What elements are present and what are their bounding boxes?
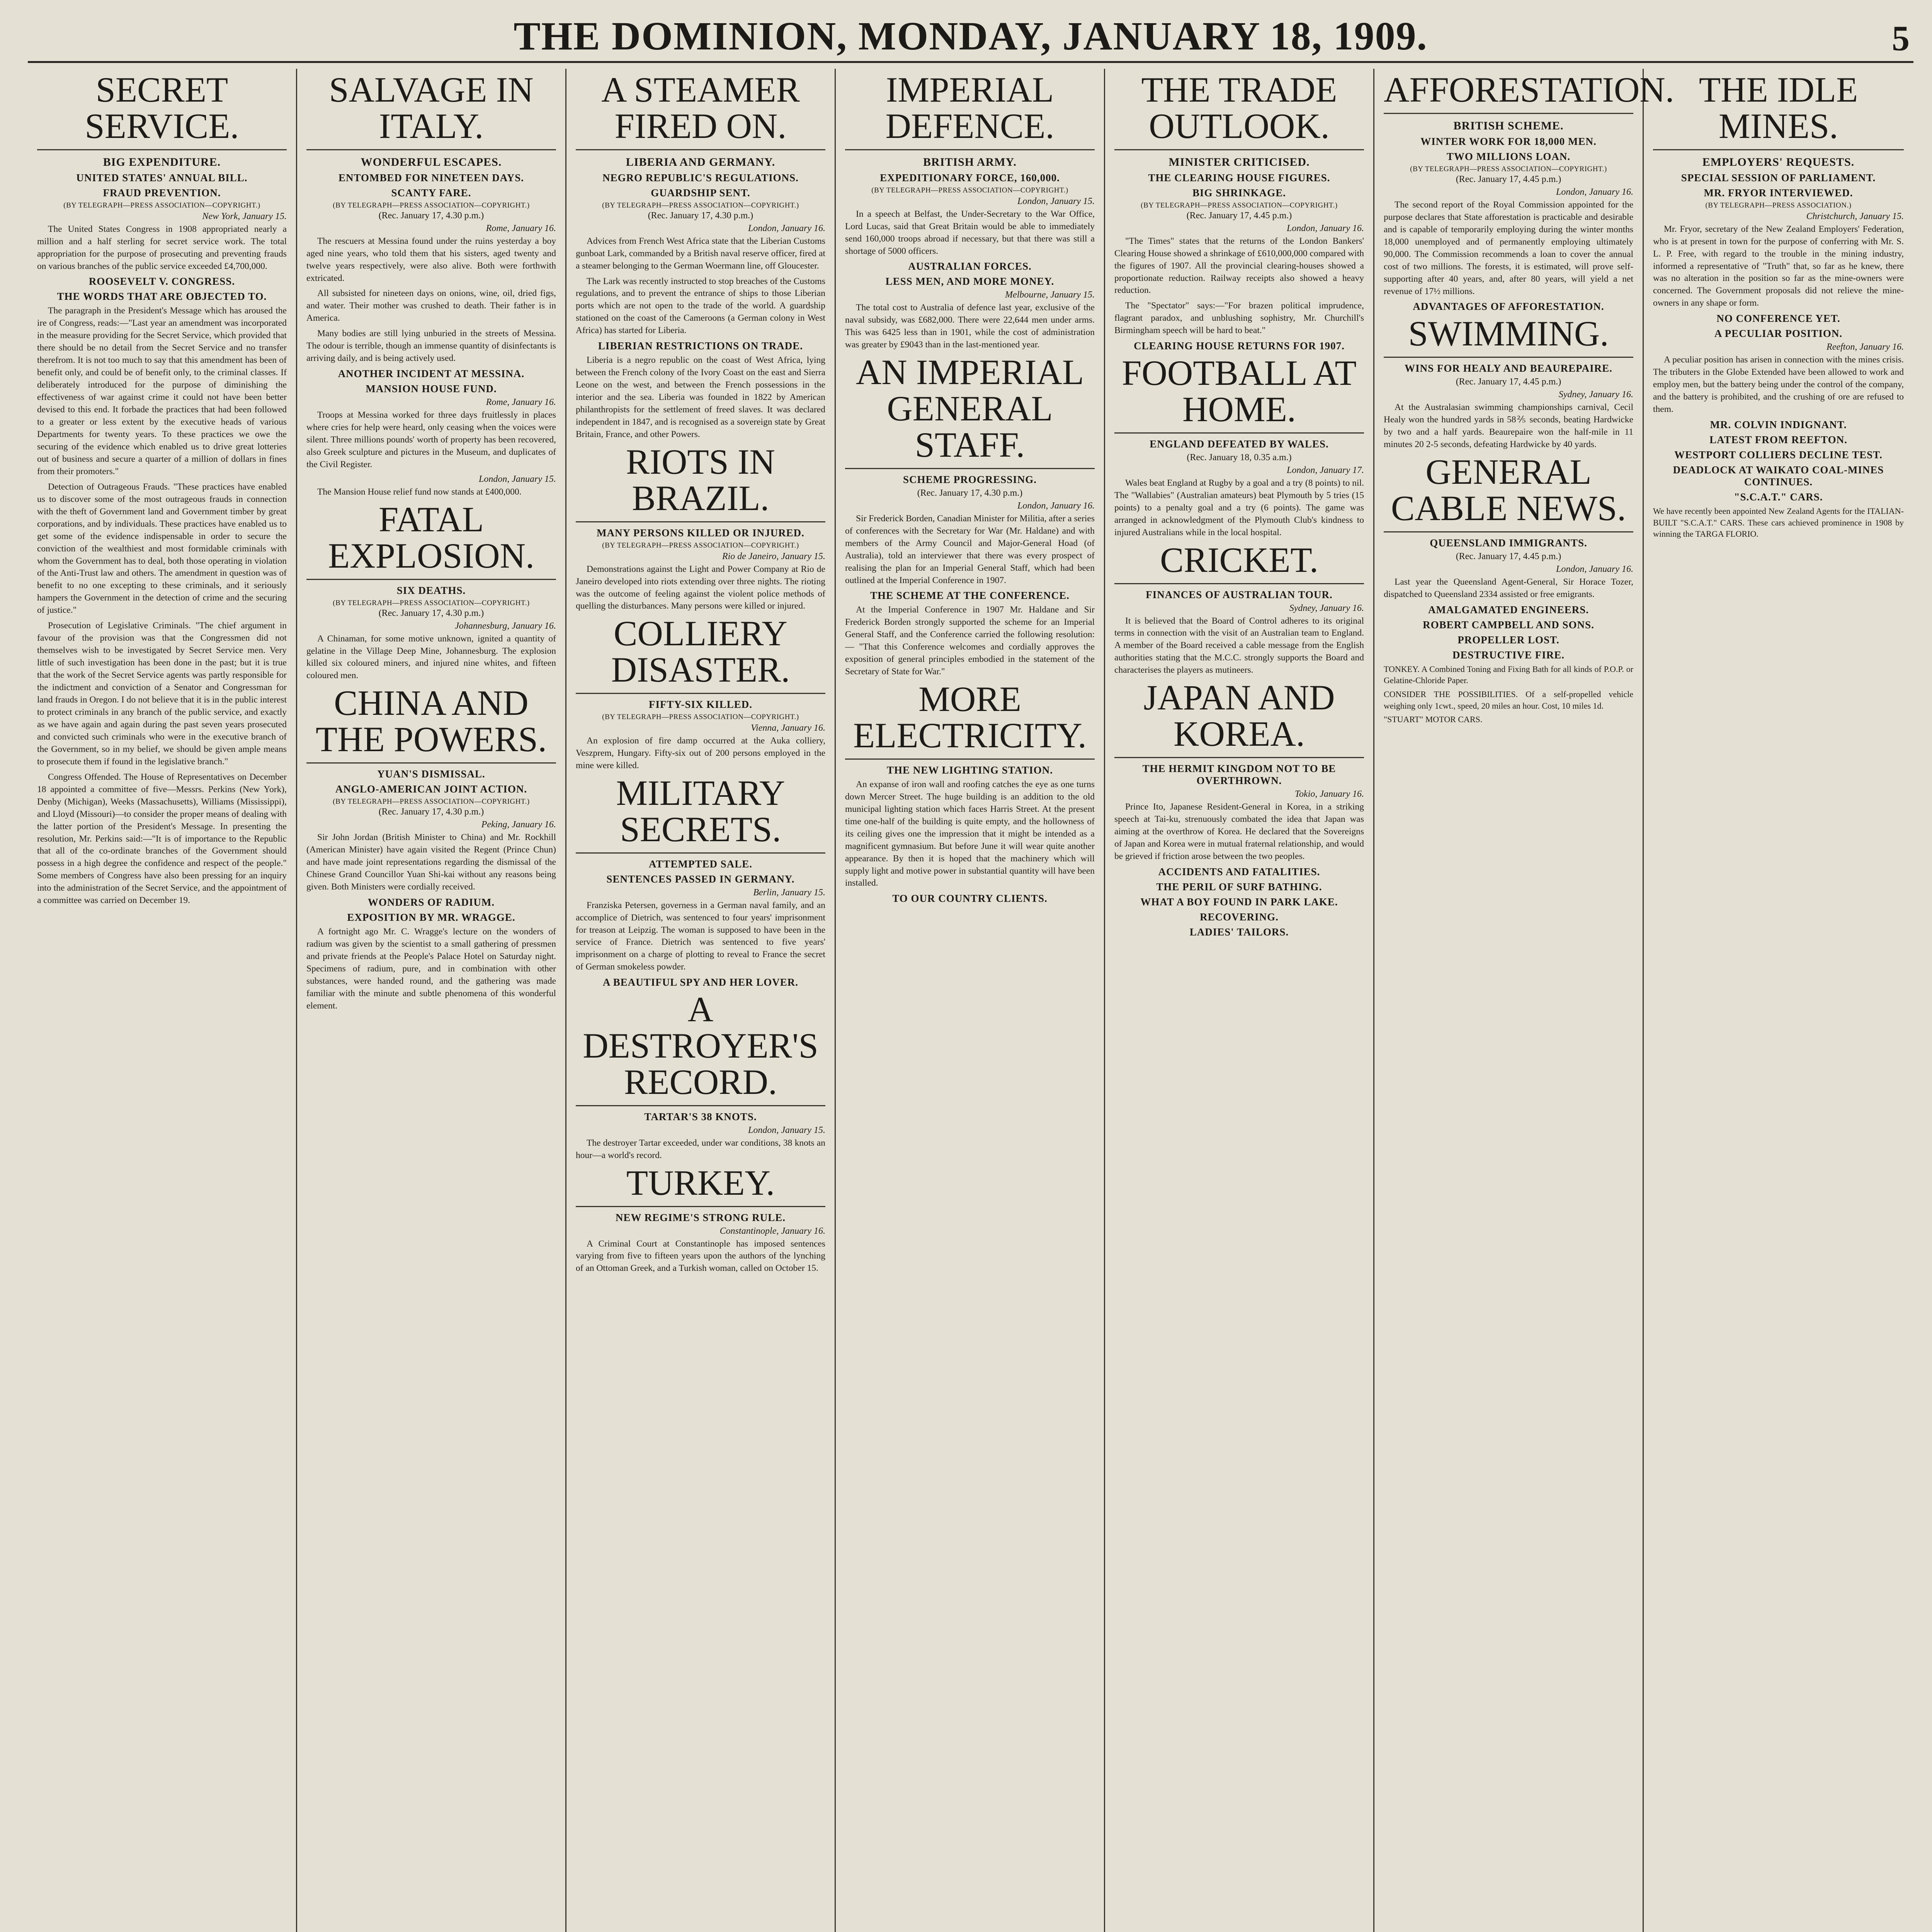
columns xyxy=(28,69,1913,1932)
dateline: London, January 16. xyxy=(1287,223,1364,233)
byline: (BY TELEGRAPH—PRESS ASSOCIATION—COPYRIGHT.) xyxy=(602,201,799,209)
column-4 xyxy=(836,69,1105,1932)
headline: JAPAN AND KOREA. xyxy=(1114,680,1364,758)
newspaper-page xyxy=(28,11,1913,1932)
byline: (BY TELEGRAPH—PRESS ASSOCIATION—COPYRIGHT.) xyxy=(871,186,1068,194)
paragraph: Liberia is a negro republic on the coast of West Africa, lying between the French colony of the Ivory Coast on the east and Sierra Leone on the west, and between the French possessions in the interior and the sea. Liberia was founded in 1822 by American philanthropists for the settlement of freed slaves. It was declared independent in 1847, and is recognised as a sovereign state by Great Britain, France, and other Powers. xyxy=(576,355,825,439)
paragraph: At the Imperial Conference in 1907 Mr. Haldane and Sir Frederick Borden strongly supported the scheme for an Imperial General Staff, and the Conference carried the following resolution:— "That this Conference welcomes and cordially approves the exposition of general principles embodied in the statement of the Secretary of State for War." xyxy=(845,605,1095,677)
subheading-minor: LADIES' TAILORS. xyxy=(1189,926,1289,938)
byline: (BY TELEGRAPH—PRESS ASSOCIATION—COPYRIGHT.) xyxy=(602,541,799,549)
paragraph: Advices from French West Africa state that the Liberian Customs gunboat Lark, commanded by a British naval reserve officer, fired at a steamer belonging to the German Woermann line, off Gloucester. xyxy=(576,236,825,271)
subheading-minor: DEADLOCK AT WAIKATO COAL-MINES CONTINUES. xyxy=(1673,464,1884,488)
subheading-minor: TARTAR'S 38 KNOTS. xyxy=(644,1111,757,1122)
paragraph: The "Spectator" says:—"For brazen political imprudence, flagrant paradox, and unblushing sophistry, Mr. Churchill's Birmingham speech will be hard to beat." xyxy=(1114,301,1364,336)
subheading-minor: LIBERIAN RESTRICTIONS ON TRADE. xyxy=(598,340,803,352)
dateline: Melbourne, January 15. xyxy=(1005,290,1095,300)
paragraph: The total cost to Australia of defence last year, exclusive of the naval subsidy, was £682,000. There were 22,644 men under arms. This was 6425 less than in 1901, while the cost of administration was greater by £9043 than in the last-mentioned year. xyxy=(845,303,1095,350)
headline: A DESTROYER'S RECORD. xyxy=(576,992,825,1106)
subheading: MINISTER CRITICISED. xyxy=(1168,155,1310,168)
advertisement: "STUART" MOTOR CARS. xyxy=(1384,714,1483,724)
subheading-minor: SPECIAL SESSION OF PARLIAMENT. xyxy=(1681,172,1876,184)
paragraph: All subsisted for nineteen days on onions, wine, oil, dried figs, and water. Their mother was crushed to death. Their father is in America. xyxy=(306,288,556,323)
byline: (BY TELEGRAPH—PRESS ASSOCIATION.) xyxy=(1705,201,1852,209)
paragraph: Franziska Petersen, governess in a German naval family, and an accomplice of Dietrich, was sentenced to four years' imprisonment for treason at Leipzig. The woman is supposed to have been in the service of France. Dietrich was sentenced to five years' imprisonment on a charge of plotting to reveal to France the secret of German smokeless powder. xyxy=(576,900,825,972)
received-line: (Rec. January 17, 4.30 p.m.) xyxy=(378,608,484,618)
received-line: (Rec. January 17, 4.45 p.m.) xyxy=(1456,174,1561,184)
paragraph: Mr. Fryor, secretary of the New Zealand Employers' Federation, who is at present in town for the purpose of conferring with Mr. S. L. P. Free, with regard to the trouble in the mining industry, informed a representative of "Truth" that, so far as he knew, there was no alteration in the position so far as the mine-owners were concerned. The Government proposals did not relieve the mine-owners in any shape or form. xyxy=(1653,224,1904,308)
subheading-minor: FRAUD PREVENTION. xyxy=(103,187,221,199)
dateline: Rome, January 16. xyxy=(486,397,556,408)
subheading-minor: MR. COLVIN INDIGNANT. xyxy=(1710,419,1847,431)
headline: MORE ELECTRICITY. xyxy=(845,681,1095,760)
subheading-minor: "S.C.A.T." CARS. xyxy=(1734,491,1823,503)
subheading-minor: NO CONFERENCE YET. xyxy=(1716,313,1840,325)
subheading-minor: ENGLAND DEFEATED BY WALES. xyxy=(1150,438,1329,450)
dateline: Johannesburg, January 16. xyxy=(455,621,556,631)
dateline: Berlin, January 15. xyxy=(753,887,825,898)
paragraph: Sir Frederick Borden, Canadian Minister for Militia, after a series of conferences with the Secretary for War (Mr. Haldane) and with members of the Army Council and Major-General Hoad (of Australia), told an interviewer that there was every prospect of realising the plan for an Imperial General Staff, which had been outlined at the Imperial Conference in 1907. xyxy=(845,513,1095,585)
byline: (BY TELEGRAPH—PRESS ASSOCIATION—COPYRIGHT.) xyxy=(602,713,799,721)
subheading-minor: ROOSEVELT V. CONGRESS. xyxy=(88,276,235,287)
dateline: Peking, January 16. xyxy=(481,820,556,830)
subheading-minor: WONDERS OF RADIUM. xyxy=(367,896,495,908)
subheading-minor: AMALGAMATED ENGINEERS. xyxy=(1428,604,1589,616)
subheading-minor: THE WORDS THAT ARE OBJECTED TO. xyxy=(57,291,267,303)
subheading-minor: DESTRUCTIVE FIRE. xyxy=(1452,649,1565,661)
column-6 xyxy=(1374,69,1674,1932)
paragraph: A fortnight ago Mr. C. Wragge's lecture on the wonders of radium was given by the scientist to a small gathering of pressmen and private friends at the People's Palace Hotel on Saturday night. Specimens of radium, pure, and in combination with other substances, were handed round, and the gathering was made familiar with the minute and subtle phenomena of this wonderful element. xyxy=(306,926,556,1011)
byline: (BY TELEGRAPH—PRESS ASSOCIATION—COPYRIGHT.) xyxy=(1141,201,1338,209)
subheading: BRITISH ARMY. xyxy=(923,155,1017,168)
column-1 xyxy=(28,69,297,1932)
subheading-minor: WINTER WORK FOR 18,000 MEN. xyxy=(1420,135,1597,147)
subheading-minor: GUARDSHIP SENT. xyxy=(651,187,750,199)
advertisement: CONSIDER THE POSSIBILITIES. Of a self-propelled vehicle weighing only 1cwt., speed, 20 miles an hour. Cost, 10 miles 1d. xyxy=(1384,689,1633,711)
dateline: Sydney, January 16. xyxy=(1289,603,1364,613)
dateline: London, January 16. xyxy=(1556,564,1633,574)
headline: THE TRADE OUTLOOK. xyxy=(1114,72,1364,150)
dateline: London, January 17. xyxy=(1287,465,1364,475)
headline: SWIMMING. xyxy=(1384,316,1633,358)
headline: MILITARY SECRETS. xyxy=(576,775,825,854)
subheading-minor: ROBERT CAMPBELL AND SONS. xyxy=(1423,619,1594,631)
subheading-minor: LESS MEN, AND MORE MONEY. xyxy=(885,276,1054,287)
dateline: Vienna, January 16. xyxy=(751,723,825,733)
paragraph: In a speech at Belfast, the Under-Secretary to the War Office, Lord Lucas, said that Great Britain would be able to immediately send 160,000 troops abroad if necessary, but that there was still a shortage of 5000 officers. xyxy=(845,209,1095,256)
paragraph: Congress Offended. The House of Representatives on December 18 appointed a committee of five—Messrs. Perkins (New York), Denby (Michigan), Weeks (Massachusetts), Williams (Mississippi), and Lloyd (Missouri)—to consider the proper means of dealing with the latter portion of the President's Message. In presenting the resolution, Mr. Perkins said:—"It is of importance to the Republic that all of the co-ordinate branches of the Government should possess in a high degree the confidence and respect of the people." Some members of Congress have also been pressing for an inquiry into the administration of the Secret Service, and the appointment of a committee was carried on December 19. xyxy=(37,772,287,906)
column-5 xyxy=(1105,69,1374,1932)
headline: SECRET SERVICE. xyxy=(37,72,287,150)
subheading-minor: EXPEDITIONARY FORCE, 160,000. xyxy=(880,172,1060,184)
subheading-minor: LATEST FROM REEFTON. xyxy=(1709,434,1847,446)
subheading-minor: QUEENSLAND IMMIGRANTS. xyxy=(1430,537,1587,549)
subheading-minor: ANGLO-AMERICAN JOINT ACTION. xyxy=(335,783,527,795)
subheading-minor: NEGRO REPUBLIC'S REGULATIONS. xyxy=(602,172,799,184)
headline: RIOTS IN BRAZIL. xyxy=(576,444,825,522)
received-line: (Rec. January 17, 4.45 p.m.) xyxy=(1456,551,1561,561)
paragraph: An expanse of iron wall and roofing catches the eye as one turns down Mercer Street. The huge building is an addition to the old municipal lighting station which faces Harris Street. At the present time one-half of the building is quite empty, and the hollowness of its ceiling gives one the impression that it might be intended as a magnificent gymnasium. But before June it will wear quite another appearance. By then it is hoped that the machinery which will supply light and motive power in substantial quantity will have been installed. xyxy=(845,779,1095,888)
subheading-minor: A BEAUTIFUL SPY AND HER LOVER. xyxy=(602,976,799,988)
dateline: London, January 15. xyxy=(479,474,556,484)
paragraph: The Mansion House relief fund now stands at £400,000. xyxy=(317,486,522,497)
headline: THE IDLE MINES. xyxy=(1653,72,1904,150)
paragraph: The rescuers at Messina found under the ruins yesterday a boy aged nine years, who told them that his sisters, aged twenty and twelve years respectively, were also alive. Both were forthwith extricated. xyxy=(306,236,556,283)
subheading-minor: THE PERIL OF SURF BATHING. xyxy=(1156,881,1322,893)
subheading-minor: CLEARING HOUSE RETURNS FOR 1907. xyxy=(1134,340,1345,352)
paragraph: The Lark was recently instructed to stop breaches of the Customs regulations, and to prevent the entrance of ships to those Liberian ports which are not open to the trade of the world. A guardship stationed on the coast of the Cameroons (a German colony in West Africa) has started for Liberia. xyxy=(576,276,825,336)
subheading-minor: WESTPORT COLLIERS DECLINE TEST. xyxy=(1674,449,1883,461)
paragraph: An explosion of fire damp occurred at the Auka colliery, Veszprem, Hungary. Fifty-six out of 200 persons employed in the mine were killed. xyxy=(576,736,825,770)
column-7 xyxy=(1644,69,1913,1932)
paragraph: Last year the Queensland Agent-General, Sir Horace Tozer, dispatched to Queensland 2334 assisted or free emigrants. xyxy=(1384,577,1633,599)
dateline: London, January 16. xyxy=(1556,187,1633,197)
byline: (BY TELEGRAPH—PRESS ASSOCIATION—COPYRIGHT.) xyxy=(333,201,530,209)
received-line: (Rec. January 17, 4.30 p.m.) xyxy=(917,488,1023,498)
paragraph: Troops at Messina worked for three days fruitlessly in places where cries for help were heard, only ceasing when the voices were silent. Three millions pounds' worth of property has been recovered, also Greek sculpture and pictures in the Museum, and duplicates of the Civil Register. xyxy=(306,410,556,469)
subheading-minor: EXPOSITION BY MR. WRAGGE. xyxy=(347,911,515,923)
headline: TURKEY. xyxy=(576,1165,825,1207)
dateline: London, January 15. xyxy=(1017,196,1095,206)
headline: A STEAMER FIRED ON. xyxy=(576,72,825,150)
subheading-minor: YUAN'S DISMISSAL. xyxy=(377,768,485,780)
received-line: (Rec. January 18, 0.35 a.m.) xyxy=(1187,452,1292,463)
subheading-minor: ENTOMBED FOR NINETEEN DAYS. xyxy=(338,172,524,184)
byline: (BY TELEGRAPH—PRESS ASSOCIATION—COPYRIGHT.) xyxy=(333,798,530,806)
masthead-title: THE DOMINION, MONDAY, JANUARY 18, 1909. xyxy=(514,14,1428,58)
headline: CRICKET. xyxy=(1114,542,1364,584)
subheading-minor: NEW REGIME'S STRONG RULE. xyxy=(615,1211,786,1223)
dateline: New York, January 15. xyxy=(202,211,287,221)
subheading-minor: THE NEW LIGHTING STATION. xyxy=(886,764,1053,776)
headline: GENERAL CABLE NEWS. xyxy=(1384,454,1633,532)
paragraph: A Chinaman, for some motive unknown, ignited a quantity of gelatine in the Village Deep Mine, Johannesburg. The explosion killed six coloured miners, and injured nine whites, and fifteen coloured men. xyxy=(306,633,556,681)
paragraph: The second report of the Royal Commission appointed for the purpose declares that State afforestation is practicable and desirable and is capable of temporarily employing during the winter months 18,000 unemployed and of permanently employing ultimately 90,000. The Commission recommends a loan to cover the annual cost of two millions. The forests, it is estimated, will prove self-supporting after 40 years, and, after 80 years, will yield a net revenue of 17½ millions. xyxy=(1384,199,1633,296)
paragraph: Detection of Outrageous Frauds. "These practices have enabled us to discover some of the most outrageous frauds in connection with the theft of Government land and Government timber by great corporations, and by individuals. These practices have enabled us to get some of the evidence indispensable in order to secure the conviction of the wealthiest and most formidable criminals with whom the Government has to deal, both those operating in violation of the Anti-Trust law and others. The amendment in question was of benefit to no one excepting to these criminals, and it seriously hampers the Government in the detection of crime and the securing of justice." xyxy=(37,481,287,616)
subheading-minor: SENTENCES PASSED IN GERMANY. xyxy=(606,873,795,885)
paragraph: The destroyer Tartar exceeded, under war conditions, 38 knots an hour—a world's record. xyxy=(576,1138,825,1160)
paragraph: Prosecution of Legislative Criminals. "The chief argument in favour of the provision was that the Congressmen did not themselves wish to be investigated by Secret Service men. Very little of such investigation has been done in the past; but it is true that the work of the Secret Service agents was partly responsible for the indictment and conviction of a Senator and Congressman for land frauds in Oregon. I do not believe that it is in the public interest to protect criminals in any branch of the public service, and exactly as we have again and again during the past seven years prosecuted and convicted such criminals who were in the executive branch of the Government, so in my belief, we should be given ample means to prosecute them if found in the legislative branch." xyxy=(37,621,287,767)
subheading: BRITISH SCHEME. xyxy=(1453,119,1564,132)
paragraph: The United States Congress in 1908 appropriated nearly a million and a half sterling for secret service work. The total appropriation for the purpose of prosecuting and preventing frauds on various branches of the public service exceeded £4,700,000. xyxy=(37,224,287,271)
page-number: 5 xyxy=(1892,19,1910,58)
column-3 xyxy=(566,69,836,1932)
subheading-minor: SCANTY FARE. xyxy=(391,187,471,199)
headline: AFFORESTATION. xyxy=(1384,72,1633,114)
subheading-minor: THE CLEARING HOUSE FIGURES. xyxy=(1148,172,1330,184)
paragraph: It is believed that the Board of Control adheres to its original terms in connection with the visit of an Australian team to England. A member of the Board received a cable message from the English authorities stating that the M.C.C. strongly supports the Board and characterises the players as mutineers. xyxy=(1114,616,1364,675)
subheading-minor: ADVANTAGES OF AFFORESTATION. xyxy=(1413,301,1604,313)
subheading-minor: A PECULIAR POSITION. xyxy=(1714,328,1843,340)
advertisement: We have recently been appointed New Zealand Agents for the ITALIAN-BUILT "S.C.A.T." CARS. These cars achieved prominence in 1908 by winning the TARGA FLORIO. xyxy=(1653,506,1904,539)
received-line: (Rec. January 17, 4.45 p.m.) xyxy=(1186,210,1292,221)
subheading-minor: BIG SHRINKAGE. xyxy=(1192,187,1286,199)
subheading-minor: THE HERMIT KINGDOM NOT TO BE OVERTHROWN. xyxy=(1142,762,1336,786)
subheading-minor: THE SCHEME AT THE CONFERENCE. xyxy=(870,590,1070,602)
headline: CHINA AND THE POWERS. xyxy=(306,685,556,764)
subheading-minor: RECOVERING. xyxy=(1200,911,1279,923)
byline: (BY TELEGRAPH—PRESS ASSOCIATION—COPYRIGHT.) xyxy=(1410,165,1607,173)
subheading-minor: PROPELLER LOST. xyxy=(1458,634,1560,646)
column-2 xyxy=(297,69,566,1932)
subheading-minor: TWO MILLIONS LOAN. xyxy=(1446,150,1571,162)
headline: IMPERIAL DEFENCE. xyxy=(845,72,1095,150)
headline: SALVAGE IN ITALY. xyxy=(306,72,556,150)
subheading-minor: ACCIDENTS AND FATALITIES. xyxy=(1158,866,1320,878)
dateline: Constantinople, January 16. xyxy=(719,1226,825,1236)
received-line: (Rec. January 17, 4.30 p.m.) xyxy=(378,210,484,221)
byline: (BY TELEGRAPH—PRESS ASSOCIATION—COPYRIGHT.) xyxy=(63,201,260,209)
paragraph: At the Australasian swimming championships carnival, Cecil Healy won the hundred yards in 58⅖ seconds, beating Hardwicke by two and a half yards. Beaurepaire won the half-mile in 11 minutes 20 2-5 seconds, defeating Hardwicke by 40 yards. xyxy=(1384,402,1633,450)
paragraph: The paragraph in the President's Message which has aroused the ire of Congress, reads:—"Last year an amendment was incorporated in the measure providing for the Secret Service, which provided that there should be no detail from the Secret Service and no transfer therefrom. It is not too much to say that this amendment has been of benefit only, and could be of benefit only, to the criminal classes. If deliberately introduced for the purpose of diminishing the effectiveness of war against crime it could not have been better devised to this end. It forbade the practices that had been followed to a greater or less extent by the executive heads of various Departments for twenty years. To these practices we owe the securing of the evidence which enabled us to drive great lotteries out of business and secure a quarter of a million of dollars in fines from their promoters." xyxy=(37,306,287,476)
subheading-minor: UNITED STATES' ANNUAL BILL. xyxy=(76,172,248,184)
received-line: (Rec. January 17, 4.30 p.m.) xyxy=(648,210,753,221)
byline: (BY TELEGRAPH—PRESS ASSOCIATION—COPYRIGHT.) xyxy=(333,599,530,607)
dateline: Sydney, January 16. xyxy=(1558,389,1633,400)
dateline: London, January 16. xyxy=(1017,500,1095,511)
paragraph: Prince Ito, Japanese Resident-General in Korea, in a striking speech at Tai-ku, strenuously combated the idea that Japan was aiming at the overthrow of Korea. He declared that the Sovereigns of Japan and Korea were in mutual fraternal relationship, and would be grieved if friction arose between the two peoples. xyxy=(1114,801,1364,861)
dateline: London, January 16. xyxy=(748,223,825,233)
subheading-minor: SCHEME PROGRESSING. xyxy=(903,473,1037,485)
paragraph: Many bodies are still lying unburied in the streets of Messina. The odour is terrible, though an immense quantity of disinfectants is arriving daily, and is being actively used. xyxy=(306,328,556,364)
subheading-minor: WHAT A BOY FOUND IN PARK LAKE. xyxy=(1140,896,1338,908)
received-line: (Rec. January 17, 4.30 p.m.) xyxy=(378,807,484,817)
dateline: Tokio, January 16. xyxy=(1294,789,1364,799)
paragraph: Wales beat England at Rugby by a goal and a try (8 points) to nil. The "Wallabies" (Australian amateurs) beat Plymouth by 5 tries (15 points) to a penalty goal and a try (6 points). The game was arranged in acknowledgment of the Plymouth Club's kindness to injured Australians while in the local hospital. xyxy=(1114,478,1364,537)
subheading-minor: ANOTHER INCIDENT AT MESSINA. xyxy=(338,368,525,380)
subheading-minor: FIFTY-SIX KILLED. xyxy=(648,699,753,711)
subheading-minor: MANY PERSONS KILLED OR INJURED. xyxy=(597,527,804,539)
paragraph: A peculiar position has arisen in connection with the mines crisis. The tributers in the Globe Extended have been allowed to work and employ men, but the battery being under the control of the company, and the battery is prohibited, and the crushing of ore are refused to them. xyxy=(1653,355,1904,415)
subheading: LIBERIA AND GERMANY. xyxy=(626,155,776,168)
subheading-minor: ATTEMPTED SALE. xyxy=(648,858,753,870)
headline: AN IMPERIAL GENERAL STAFF. xyxy=(845,354,1095,469)
dateline: Christchurch, January 15. xyxy=(1806,211,1904,221)
subheading-minor: MR. FRYOR INTERVIEWED. xyxy=(1704,187,1853,199)
dateline: Rome, January 16. xyxy=(486,223,556,233)
subheading-minor: FINANCES OF AUSTRALIAN TOUR. xyxy=(1146,588,1333,600)
paragraph: A Criminal Court at Constantinople has imposed sentences varying from five to fifteen years upon the authors of the lynching of an Ottoman Greek, and a Turkish woman, called on October 15. xyxy=(576,1238,825,1274)
headline: FOOTBALL AT HOME. xyxy=(1114,355,1364,434)
subheading-minor: AUSTRALIAN FORCES. xyxy=(908,260,1032,272)
masthead xyxy=(28,11,1913,63)
received-line: (Rec. January 17, 4.45 p.m.) xyxy=(1456,377,1561,387)
subheading-minor: SIX DEATHS. xyxy=(396,584,466,596)
dateline: Reefton, January 16. xyxy=(1827,342,1904,352)
subheading-minor: MANSION HOUSE FUND. xyxy=(366,383,497,395)
subheading-minor: WINS FOR HEALY AND BEAUREPAIRE. xyxy=(1405,362,1612,374)
dateline: Rio de Janeiro, January 15. xyxy=(722,551,825,561)
advertisement: TONKEY. A Combined Toning and Fixing Bath for all kinds of P.O.P. or Gelatine-Chloride Paper. xyxy=(1384,664,1633,685)
headline: FATAL EXPLOSION. xyxy=(306,502,556,580)
paragraph: Demonstrations against the Light and Power Company at Rio de Janeiro developed into riots extending over three nights. The rioting was the outcome of feeling against the violent police methods of quelling the disturbances. Many persons were killed or injured. xyxy=(576,564,825,611)
dateline: London, January 15. xyxy=(748,1125,825,1135)
headline: COLLIERY DISASTER. xyxy=(576,616,825,694)
subheading: EMPLOYERS' REQUESTS. xyxy=(1702,155,1855,168)
subheading: BIG EXPENDITURE. xyxy=(103,155,221,168)
paragraph: "The Times" states that the returns of the London Bankers' Clearing House showed a shrinkage of £610,000,000 compared with the figures of 1907. All the provincial clearing-houses showed a proportionate reduction. Railway receipts also showed a heavy reduction. xyxy=(1114,236,1364,296)
subheading-minor: TO OUR COUNTRY CLIENTS. xyxy=(892,893,1048,905)
subheading: WONDERFUL ESCAPES. xyxy=(361,155,502,168)
paragraph: Sir John Jordan (British Minister to China) and Mr. Rockhill (American Minister) have again visited the Regent (Prince Chun) and have made joint representations regarding the dismissal of the Chinese Grand Councillor Yuan Shi-kai without any reasons being given. Both Ministers were cordially received. xyxy=(306,832,556,892)
